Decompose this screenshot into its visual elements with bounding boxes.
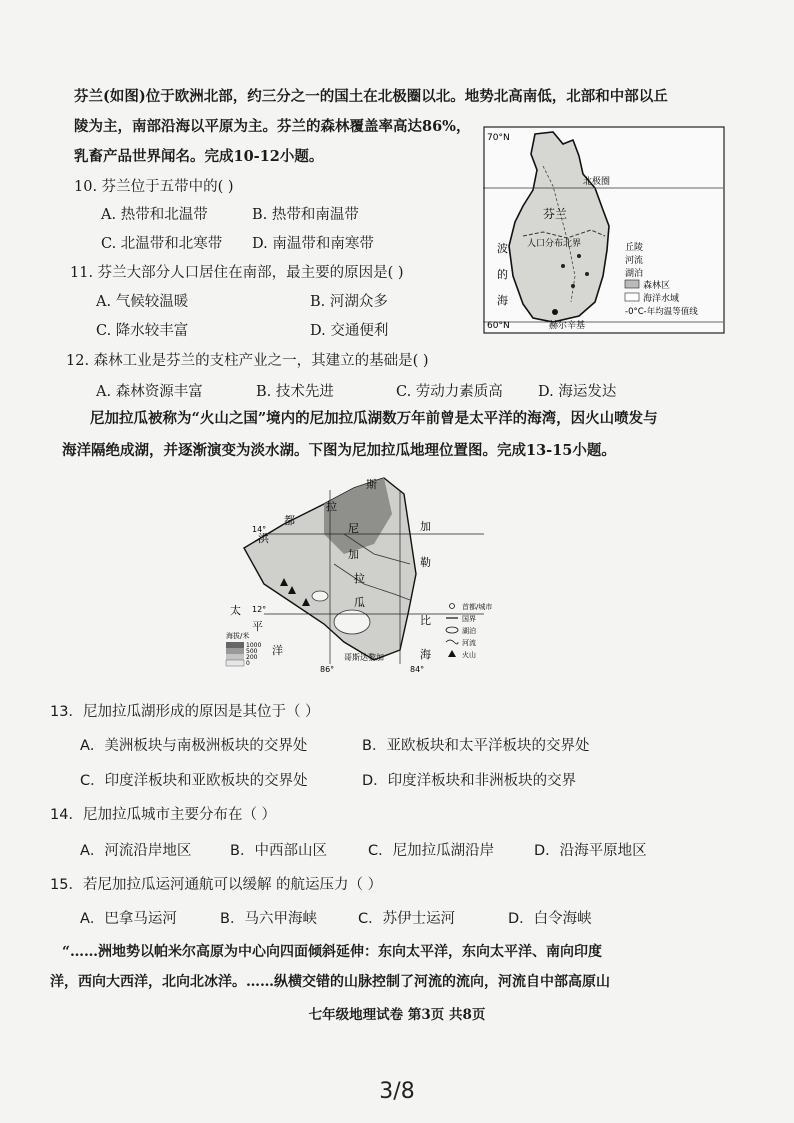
q14-stem: 14．尼加拉瓜城市主要分布在（ ）	[50, 807, 277, 823]
finland-lat60-label: 60°N	[487, 321, 510, 331]
legend-lakes-label: 湖泊	[625, 269, 644, 279]
passage2-line2: 海洋隔绝成湖，并逐渐演变为淡水湖。下图为尼加拉瓜地理位置图。完成13-15小题。	[62, 442, 616, 459]
legend-volcano-label: 火山	[462, 651, 476, 659]
helsinki-label: 赫尔辛基	[549, 321, 586, 331]
legend-isotherm-label: -0°C-年均温等值线	[625, 307, 698, 317]
page-footer: 七年级地理试卷 第3页 共8页	[308, 1007, 486, 1023]
nicaragua-legend	[446, 602, 492, 659]
nicaragua-lon86-label: 86°	[320, 665, 335, 674]
elevation-tick-1000: 1000	[246, 642, 262, 649]
q14-option-b[interactable]: B．中西部山区	[230, 843, 327, 859]
q12-option-a[interactable]: A. 森林资源丰富	[96, 384, 203, 400]
legend-city-icon	[450, 604, 455, 609]
q12-option-b[interactable]: B. 技术先进	[256, 384, 334, 400]
elevation-tick-200: 200	[246, 654, 258, 661]
q10-option-a[interactable]: A. 热带和北温带	[101, 207, 208, 223]
q12-option-c[interactable]: C. 劳动力素质高	[396, 384, 503, 400]
q14-option-a[interactable]: A．河流沿岸地区	[80, 843, 192, 859]
q10-option-b[interactable]: B. 热带和南温带	[252, 207, 359, 223]
legend-river-icon	[446, 640, 458, 644]
q13-option-b[interactable]: B．亚欧板块和太平洋板块的交界处	[362, 738, 590, 754]
caribbean-char-1: 加	[420, 520, 431, 533]
baltic-sea-char-1: 波	[497, 242, 508, 255]
q14-option-d[interactable]: D．沿海平原地区	[534, 843, 647, 859]
nicaragua-char-4: 瓜	[354, 596, 365, 609]
legend-volcano-icon	[448, 650, 456, 657]
legend-city-label: 首都/城市	[462, 603, 493, 611]
finland-lat70-label: 70°N	[487, 133, 510, 143]
caribbean-char-4: 海	[420, 648, 431, 661]
legend-border-label: 国界	[462, 615, 476, 623]
nicaragua-lon84-label: 84°	[410, 665, 425, 674]
q13-option-c[interactable]: C．印度洋板块和亚欧板块的交界处	[80, 773, 308, 789]
nicaragua-char-3: 拉	[354, 572, 365, 585]
population-boundary-label: 人口分布北界	[527, 239, 582, 249]
q11-stem: 11. 芬兰大部分人口居住在南部，最主要的原因是( )	[70, 265, 404, 281]
q13-option-d[interactable]: D．印度洋板块和非洲板块的交界	[362, 773, 577, 789]
q11-option-c[interactable]: C. 降水较丰富	[96, 323, 189, 339]
pacific-char-3: 洋	[272, 644, 283, 657]
legend-sea-label: 海洋水域	[643, 294, 680, 304]
caribbean-char-3: 比	[420, 614, 431, 627]
pacific-char-1: 太	[230, 604, 241, 617]
pacific-char-2: 平	[252, 620, 263, 633]
q11-option-a[interactable]: A. 气候较温暖	[96, 294, 189, 310]
q12-option-d[interactable]: D. 海运发达	[538, 384, 617, 400]
costa-rica-label: 哥斯达黎加	[344, 653, 384, 662]
q11-option-b[interactable]: B. 河湖众多	[310, 294, 388, 310]
q10-option-c[interactable]: C. 北温带和北寒带	[101, 236, 223, 252]
arctic-circle-label: 北极圈	[583, 177, 611, 187]
finland-map	[483, 126, 733, 336]
q15-option-b[interactable]: B．马六甲海峡	[220, 911, 317, 927]
q14-option-c[interactable]: C．尼加拉瓜湖沿岸	[368, 843, 495, 859]
legend-forest-swatch	[625, 280, 639, 288]
q15-option-c[interactable]: C．苏伊士运河	[358, 911, 456, 927]
nicaragua-char-2: 加	[348, 548, 359, 561]
q13-stem: 13．尼加拉瓜湖形成的原因是其位于（ ）	[50, 704, 320, 720]
passage1-line1: 芬兰(如图)位于欧洲北部，约三分之一的国土在北极圈以北。地势北高南低，北部和中部以丘	[74, 88, 668, 105]
elevation-tick-500: 500	[246, 648, 258, 655]
passage1-line2: 陵为主，南部沿海以平原为主。芬兰的森林覆盖率高达86%，	[74, 118, 471, 135]
baltic-sea-char-3: 海	[497, 294, 508, 307]
legend-river-label: 河流	[462, 639, 476, 647]
legend-hills-label: 丘陵	[625, 243, 644, 253]
elevation-legend	[226, 631, 261, 667]
elevation-title: 海拔/米	[226, 632, 250, 640]
nicaragua-lat14-label: 14°	[252, 525, 267, 534]
nicaragua-char-1: 尼	[348, 522, 359, 535]
q15-stem: 15．若尼加拉瓜运河通航可以缓解 的航运压力（ ）	[50, 877, 383, 893]
passage3-line2: 洋，西向大西洋，北向北冰洋。……纵横交错的山脉控制了河流的流向，河流自中部高原山	[50, 974, 610, 990]
legend-forest-label: 森林区	[643, 281, 671, 291]
honduras-char-2: 都	[284, 514, 295, 527]
honduras-char-3: 拉	[326, 500, 337, 513]
legend-lake-icon	[446, 627, 458, 633]
legend-lake-label: 湖泊	[462, 627, 476, 635]
nicaragua-lat12-label: 12°	[252, 605, 267, 614]
passage2-line1: 尼加拉瓜被称为“火山之国”境内的尼加拉瓜湖数万年前曾是太平洋的海湾，因火山喷发与	[90, 410, 658, 427]
honduras-char-4: 斯	[366, 478, 377, 491]
baltic-sea-char-2: 的	[497, 268, 508, 281]
nicaragua-map	[224, 474, 524, 674]
q13-option-a[interactable]: A．美洲板块与南极洲板块的交界处	[80, 738, 308, 754]
finland-country-label: 芬兰	[543, 207, 568, 221]
passage1-line3: 乳畜产品世界闻名。完成10-12小题。	[74, 148, 324, 165]
page-indicator: 3/8	[379, 1079, 415, 1104]
q11-option-d[interactable]: D. 交通便利	[310, 323, 389, 339]
caribbean-char-2: 勒	[420, 556, 431, 569]
legend-rivers-label: 河流	[625, 256, 644, 266]
legend-sea-swatch	[625, 293, 639, 301]
q10-option-d[interactable]: D. 南温带和南寒带	[252, 236, 374, 252]
q12-stem: 12. 森林工业是芬兰的支柱产业之一，其建立的基础是( )	[66, 353, 429, 369]
q15-option-d[interactable]: D．白令海峡	[508, 911, 592, 927]
honduras-char-1: 洪	[258, 532, 269, 545]
passage3-line1: “……洲地势以帕米尔高原为中心向四面倾斜延伸：东向太平洋，东向太平洋、南向印度	[62, 944, 603, 960]
q15-option-a[interactable]: A．巴拿马运河	[80, 911, 177, 927]
elevation-tick-0: 0	[246, 660, 250, 667]
q10-stem: 10. 芬兰位于五带中的( )	[74, 179, 234, 195]
